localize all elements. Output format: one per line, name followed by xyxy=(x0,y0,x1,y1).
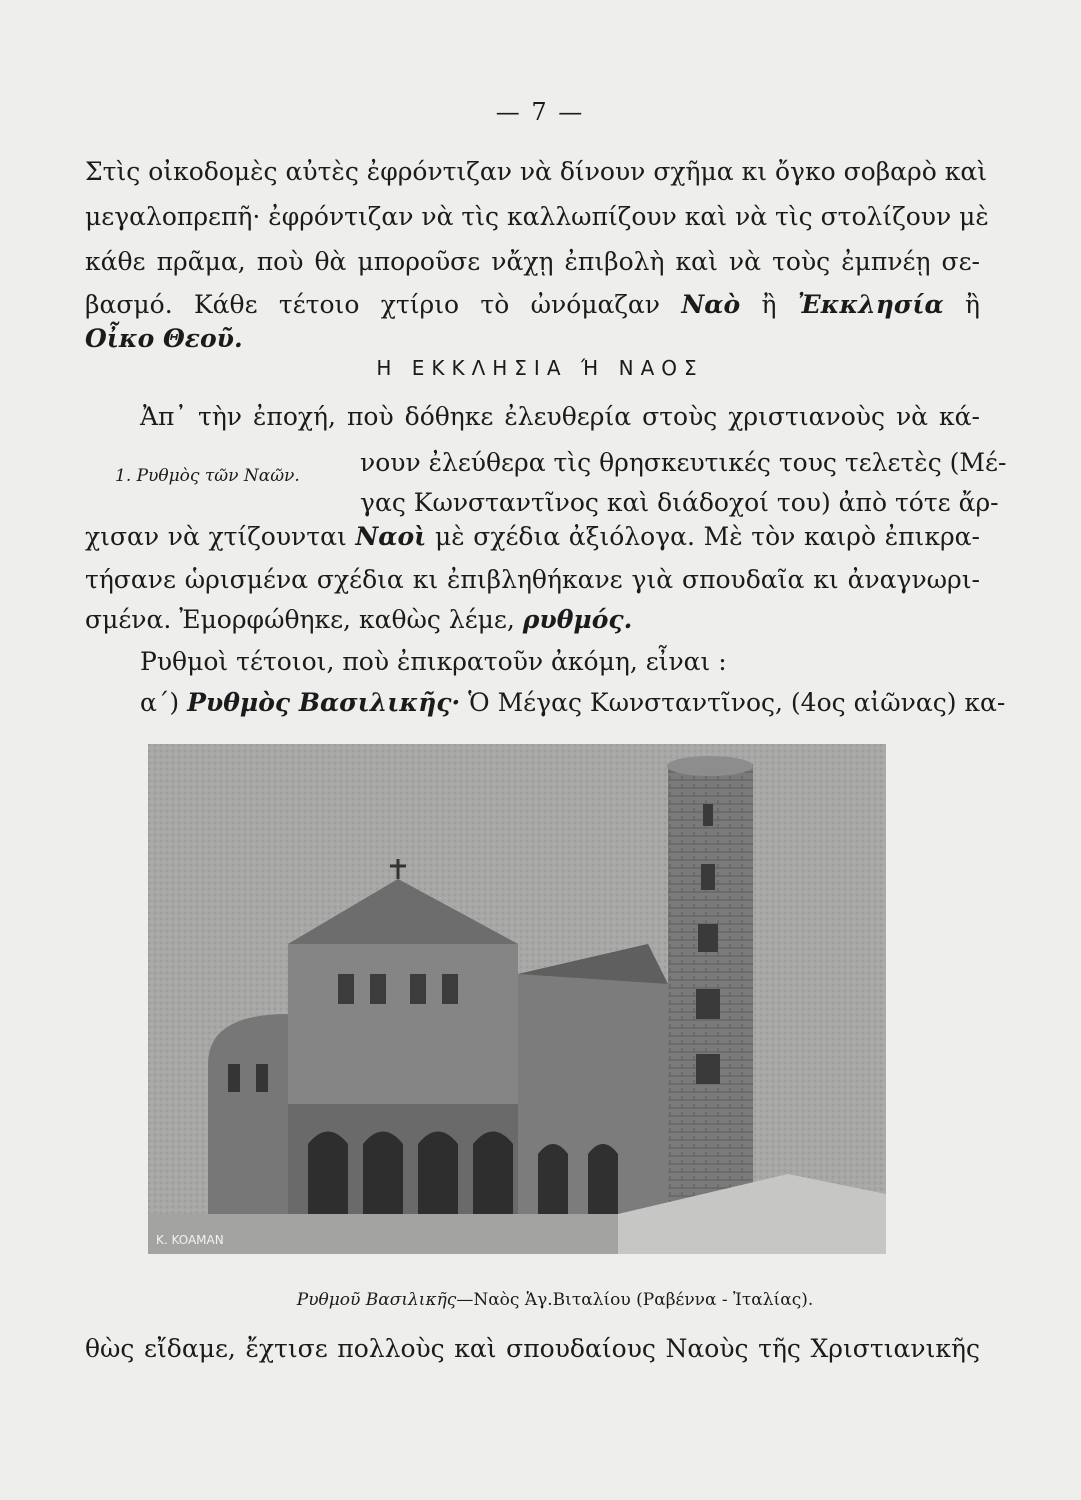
text-line xyxy=(85,520,980,554)
term-oiko-theou: Οἶκο Θεοῦ. xyxy=(85,324,243,353)
text-line: γας Κωνσταντῖνος καὶ διάδοχοί του) ἀπὸ τότε ἄρ- xyxy=(360,488,999,517)
section-heading: Η ΕΚΚΛΗΣΙΑ Ή ΝΑΟΣ xyxy=(376,356,704,380)
text-line: τήσανε ὡρισμένα σχέδια κι ἐπιβληθήκανε γιὰ σπουδαῖα κι ἀναγνωρι- xyxy=(85,565,980,594)
text-fragment: σμένα. Ἐμορφώθηκε, καθὼς λέμε, xyxy=(85,605,515,634)
margin-note: 1. Ρυθμὸς τῶν Ναῶν. xyxy=(115,466,300,486)
text-fragment: Ὁ Μέγας Κωνσταντῖνος, (4ος αἰῶνας) κα- xyxy=(468,688,1006,717)
term-naos: Ναὸ xyxy=(681,290,741,319)
basilica-illustration xyxy=(148,744,886,1254)
text-line: Ρυθμοὶ τέτοιοι, ποὺ ἐπικρατοῦν ἀκόμη, εἶναι : xyxy=(140,647,727,676)
artist-signature: K. KOAMAN xyxy=(156,1233,224,1247)
caption-text: —Ναὸς Ἁγ.Βιταλίου (Ραβέννα - Ἰταλίας). xyxy=(456,1290,814,1310)
page-number: — 7 — xyxy=(495,98,585,126)
term-ekklisia: Ἐκκλησία xyxy=(797,290,944,319)
text-line xyxy=(85,322,980,356)
figure-caption xyxy=(255,1290,855,1310)
text-line: κάθε πρᾶμα, ποὺ θὰ μποροῦσε νἄχῃ ἐπιβολὴ καὶ νὰ τοὺς ἐμπνέῃ σε- xyxy=(85,247,980,276)
term-naoi: Ναοὶ xyxy=(355,522,427,551)
term-rythmos-vasilikis: Ρυθμὸς Βασιλικῆς· xyxy=(187,688,461,717)
text-line xyxy=(140,686,1006,720)
text-fragment: ἢ xyxy=(965,290,981,319)
text-line: μεγαλοπρεπῆ· ἐφρόντιζαν νὰ τὶς καλλωπίζουν καὶ νὰ τὶς στολίζουν μὲ xyxy=(85,202,989,231)
text-line xyxy=(85,288,980,322)
text-fragment: ἢ xyxy=(761,290,777,319)
text-line: νουν ἐλεύθερα τὶς θρησκευτικές τους τελετὲς (Μέ- xyxy=(360,448,1007,477)
text-line xyxy=(85,603,980,637)
text-fragment: χισαν νὰ χτίζουνται xyxy=(85,522,347,551)
text-line: θὼς εἴδαμε, ἔχτισε πολλοὺς καὶ σπουδαίους Ναοὺς τῆς Χριστιανικῆς xyxy=(85,1334,980,1363)
list-marker: α΄) xyxy=(140,688,180,717)
term-rythmos: ρυθμός. xyxy=(522,605,633,634)
text-fragment: βασμό. Κάθε τέτοιο χτίριο τὸ ὠνόμαζαν xyxy=(85,290,661,319)
text-fragment: μὲ σχέδια ἀξιόλογα. Μὲ τὸν καιρὸ ἐπικρα- xyxy=(434,522,981,551)
text-line: Στὶς οἰκοδομὲς αὐτὲς ἐφρόντιζαν νὰ δίνουν σχῆμα κι ὄγκο σοβαρὸ καὶ xyxy=(85,157,988,186)
text-line: Ἀπ᾽ τὴν ἐποχή, ποὺ δόθηκε ἐλευθερία στοὺς χριστιανοὺς νὰ κά- xyxy=(140,402,980,431)
caption-italic: Ρυθμοῦ Βασιλικῆς xyxy=(296,1290,457,1310)
